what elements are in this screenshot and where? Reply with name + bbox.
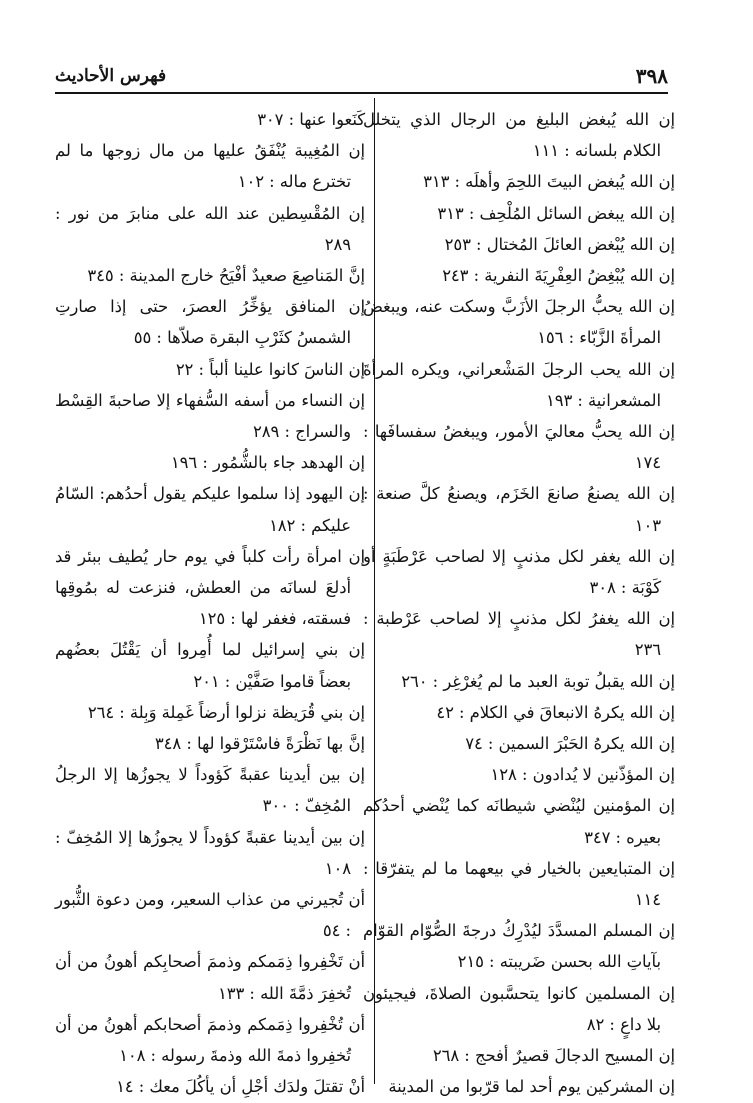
index-entry: إن المتبايعين بالخيار في بيعهما ما لم يتفرّقا : ١١٤ [363, 858, 675, 910]
index-entry: إن الله يُبغض البيتَ اللحِمَ وأهلَه : ٣١٣ [423, 172, 675, 192]
index-entry: إن الله يغفرُ لكل مذنبٍ إلا لصاحب عَرْطبة : ٢٣٦ [363, 609, 675, 660]
index-entry: إن الله يقبلُ توبة العبد ما لم يُغرْغِر : ٢٦٠ [401, 671, 675, 691]
page-number: ٣٩٨ [635, 64, 668, 88]
index-entry: إن بني قُرَيظة نزلوا أرضاً غَمِلة وَبِلة : ٢٦٤ [87, 702, 365, 722]
index-entry: كَنَعوا عنها : ٣٠٧ [257, 110, 365, 129]
index-entry: إن اليهود إذا سلموا عليكم يقول أحدُهم: السّامُ عليكم : ١٨٢ [55, 484, 365, 535]
index-entry: إن الله يحبُّ الرجلَ الأزَبَّ وسكت عنه، ويبغضُ المرأةَ الزَّبّاء : ١٥٦ [363, 297, 675, 348]
index-entry: أنْ تقتلَ ولدَك أجْلِ أن يأكُلَ معك : ١٤ [116, 1077, 365, 1097]
index-entry: إن المسلم المسدَّدَ ليُدْرِكُ درجةَ الصُّوّام القوّام بآياتِ الله بحسن ضَريبته : ٢١٥ [363, 921, 675, 972]
index-entry: إن المنافق يؤخِّرُ العصرَ، حتى إذا صارتِ الشمسُ كثَرْبِ البقرة صلاّها : ٥٥ [55, 297, 365, 348]
index-entry: إن المسيح الدجالَ قصيرٌ أفحج : ٢٦٨ [432, 1046, 675, 1066]
index-entry: إن بين أيدينا عقبةً كؤوداً لا يجوزُها إلا المُخِفّ : ١٠٨ [55, 827, 365, 878]
index-entry: إنَّ المَناصِعَ صعيدٌ أفْيَحُ خارج المدينة : ٣٤٥ [87, 266, 365, 286]
index-entry: إن الله يُبْغِضُ العِفْرِيَةَ النفرية : ٢٤٣ [442, 266, 675, 286]
running-title: فهرس الأحاديث [55, 66, 167, 86]
index-entry: إن الله يصنعُ صانعَ الخَزَم، ويصنعُ كلَّ صنعة : ١٠٣ [363, 484, 675, 535]
index-entry: إن النساء من أسفه السُّفهاء إلا صاحبةَ القِسْط والسراج : ٢٨٩ [55, 390, 365, 442]
index-entry: إن الله يكرهُ الانبعاقَ في الكلام : ٤٢ [436, 702, 675, 722]
index-entry: إن امرأة رأت كلباً في يوم حار يُطيف ببئر قد أدلعَ لسانَه من العطش، فنزعت له بمُوقِها فسقته، فغفر لها : ١٢٥ [55, 546, 365, 629]
index-entry: إن المسلمين كانوا يتحسَّبون الصلاةَ، فيجيئون بلا داعٍ : ٨٢ [363, 983, 675, 1034]
index-entry: إنَّ بها نَظْرَةً فاسْتَرْقوا لها : ٣٤٨ [154, 734, 365, 754]
index-entry: إن المُغِيبة يُنْفَقُ عليها من مال زوجها ما لم تخترع ماله : ١٠٢ [55, 141, 365, 192]
index-entry: إن الله يحبُّ معاليَ الأمور، ويبغضُ سفسافَها : ١٧٤ [363, 422, 675, 473]
index-entry: إن المؤمنين ليُنْضي شيطانَه كما يُنْضي أحدُكم بعيره : ٣٤٧ [363, 796, 675, 847]
index-entry: إن بني إسرائيل لما أُمِروا أن يَقْتُلَ بعضُهم بعضاً قاموا صَفَّيْن : ٢٠١ [55, 640, 365, 691]
index-entry: أن تُجيرني من عذاب السعير، ومن دعوة الثُّبور : ٥٤ [55, 890, 365, 941]
index-entry: إن الهدهد جاء بالشُّمُور : ١٩٦ [170, 453, 365, 473]
index-entry: إن الله يُبغض البليغ من الرجال الذي يتخلل الكلام بلسانه : ١١١ [363, 110, 675, 161]
index-entry: إن الناسَ كانوا علينا ألباً : ٢٢ [175, 359, 365, 379]
index-entry: إن الله يغفر لكل مذنبٍ إلا لصاحب عَرْطَبَةٍ أو كَوْبَة : ٣٠٨ [363, 546, 675, 598]
header-rule [55, 92, 668, 94]
right-column [363, 104, 675, 1103]
index-entry: إن الله يحب الرجلَ المَشْعراني، ويكره المرأةَ المشعرانية : ١٩٣ [363, 359, 675, 410]
index-entry: إن المؤذّنين لا يُدادون : ١٢٨ [490, 765, 675, 785]
index-entry: أن تَخْفِروا ذِمَمكم وذممَ أصحابِكم أهونُ من أن تُخفِرَ ذمَّةَ الله : ١٣٣ [55, 952, 365, 1003]
index-entry: إن الله يبغض السائل المُلْحِف : ٣١٣ [437, 203, 675, 223]
index-entry: إن بين أيدينا عقبةً كَؤوداً لا يجوزُها إلا الرجلُ المُخِفّ : ٣٠٠ [55, 765, 365, 816]
index-entry: أن تُخْفِروا ذِمَمكم وذممَ أصحابكم أهونُ من أن تُخفِروا ذمةَ الله وذمةَ رسوله : ١٠٨ [55, 1014, 365, 1066]
index-entry: إن الله يُبْغض العائلَ المُختال : ٢٥٣ [444, 234, 675, 254]
index-entry: إن المُقْسِطين عند الله على منابرَ من نور : ٢٨٩ [55, 203, 365, 254]
index-entry: إن الله يكرهُ الحَبْرَ السمين : ٧٤ [465, 734, 675, 754]
left-column [55, 104, 365, 1103]
index-entry: إن المشركين يوم أحد لما قرّبوا من المدينة [388, 1077, 675, 1097]
